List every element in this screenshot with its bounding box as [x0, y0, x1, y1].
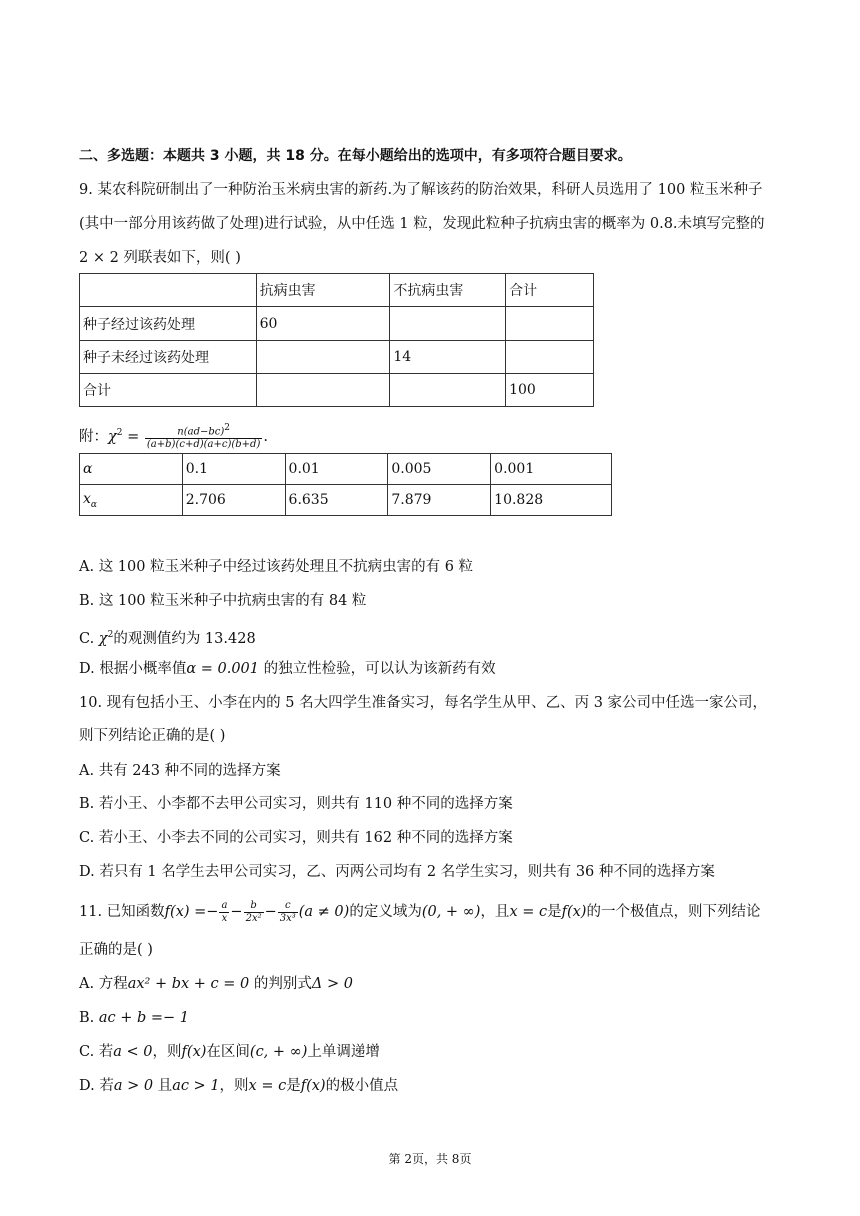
q9-line2: (其中一部分用该药做了处理)进行试验，从中任选 1 粒，发现此粒种子抗病虫害的概率为 0.8.未填写完整的 — [79, 216, 765, 232]
option-text: 是 — [286, 1078, 301, 1094]
q11-option-b — [79, 1008, 189, 1028]
option-prefix: B. — [79, 1010, 99, 1026]
option-prefix: D. 若 — [79, 1078, 114, 1094]
option-math: (c, + ∞) — [249, 1044, 308, 1060]
chi-square-formula: 附：$\chi^2$ = $\frac{n(ad-bc)^2}{(a+b)(c+d)(a+c)(b+d)}$ . — [79, 423, 268, 451]
table-header-row — [80, 274, 594, 307]
table-cell: 10.828 — [491, 485, 612, 516]
option-math: ax² + bx + c = 0 — [127, 976, 250, 992]
table-cell — [506, 307, 594, 341]
chi-symbol: χ — [98, 630, 108, 647]
table-cell — [80, 485, 183, 516]
table-cell — [390, 307, 506, 341]
table-cell: 0.001 — [491, 454, 612, 485]
q10-line2: 则下列结论正确的是( ) — [79, 728, 226, 744]
table-row — [80, 454, 612, 485]
option-math: a < 0 — [113, 1044, 153, 1060]
q11-text: 是 — [547, 904, 562, 920]
table-cell: 0.01 — [285, 454, 388, 485]
q9-option-b: B. 这 100 粒玉米种子中抗病虫害的有 84 粒 — [79, 593, 367, 609]
table-cell: 6.635 — [285, 485, 388, 516]
x-alpha-label: x — [83, 490, 91, 507]
option-math: ac + b =− 1 — [98, 1010, 190, 1026]
table-cell: 100 — [506, 374, 594, 407]
q9-option-d — [79, 659, 496, 679]
q11-line1: 11. 已知函数f(x) =− $\frac{a}{x}$ − $\frac{b}{\text{2x²}}$ − $\frac{c}{\text{3x³}}$ (a ≠ 0)的定义域为(0, + ∞)，且x = c是f(x)的一个极值点，则下列结论 — [79, 899, 761, 924]
q10-option-c: C. 若小王、小李去不同的公司实习，则共有 162 种不同的选择方案 — [79, 830, 513, 846]
q10-line1: 10. 现有包括小王、小李在内的 5 名大四学生准备实习，每名学生从甲、乙、丙 3 家公司中任选一家公司， — [79, 695, 768, 711]
option-prefix: C. 若 — [79, 1044, 114, 1060]
q11-fx: f(x) — [561, 904, 587, 920]
option-text: 的观测值约为 13.428 — [113, 630, 256, 647]
critical-value-table — [79, 453, 612, 516]
q11-text: 的一个极值点，则下列结论 — [586, 904, 761, 920]
table-cell: 2.706 — [182, 485, 285, 516]
x-alpha-sub: α — [90, 499, 97, 510]
q11-domain: (0, + ∞) — [421, 904, 481, 920]
table-cell — [390, 374, 506, 407]
frac-num: a — [221, 899, 228, 911]
option-prefix: A. 方程 — [79, 976, 128, 992]
option-math: f(x) — [300, 1078, 326, 1094]
table-row — [80, 374, 594, 407]
table-cell: 抗病虫害 — [256, 274, 390, 307]
option-text: ，则 — [152, 1044, 182, 1060]
q11-func: f(x) =− — [164, 904, 219, 920]
table-row — [80, 307, 594, 341]
option-math: x = c — [248, 1078, 287, 1094]
q11-prefix: 11. 已知函数 — [79, 904, 165, 920]
chi-symbol: χ — [108, 428, 117, 445]
q9-matrix-size: 2 × 2 — [79, 250, 119, 266]
table-cell — [506, 341, 594, 374]
option-math: f(x) — [181, 1044, 207, 1060]
table-cell: α — [80, 454, 183, 485]
table-cell: 种子未经过该药处理 — [80, 341, 257, 374]
frac-den: 3x³ — [279, 912, 296, 924]
table-cell — [256, 341, 390, 374]
frac-num: b — [244, 900, 264, 913]
fraction-b-2x2 — [244, 900, 264, 925]
q9-line3 — [79, 248, 241, 268]
section-title: 二、多选题：本题共 3 小题，共 18 分。在每小题给出的选项中，有多项符合题目要求。 — [79, 148, 632, 164]
option-math: Δ > 0 — [311, 976, 353, 992]
option-text: 在区间 — [206, 1044, 250, 1060]
option-text: ，则 — [219, 1078, 249, 1094]
option-prefix: C. — [79, 630, 99, 647]
table-cell: 种子经过该药处理 — [80, 307, 257, 341]
table-cell — [256, 374, 390, 407]
option-math: ac > 1 — [172, 1078, 220, 1094]
q9-line3-text: 列联表如下，则( ) — [118, 250, 241, 266]
q11-option-c — [79, 1042, 380, 1062]
option-text: 的判别式 — [249, 976, 312, 992]
q10-option-a: A. 共有 243 种不同的选择方案 — [79, 763, 281, 779]
option-prefix: D. 根据小概率值 — [79, 661, 187, 677]
q11-option-d — [79, 1076, 398, 1096]
q9-option-a: A. 这 100 粒玉米种子中经过该药处理且不抗病虫害的有 6 粒 — [79, 559, 474, 575]
alpha-value: α = 0.001 — [186, 661, 259, 677]
table-cell: 0.005 — [388, 454, 491, 485]
option-text: 的独立性检验，可以认为该新药有效 — [259, 661, 496, 677]
option-text: 且 — [153, 1078, 173, 1094]
table-cell: 不抗病虫害 — [390, 274, 506, 307]
q11-line2: 正确的是( ) — [79, 942, 153, 958]
chi-denominator: (a+b)(c+d)(a+c)(b+d) — [146, 439, 261, 451]
frac-den: x — [221, 912, 228, 924]
formula-prefix: 附： — [79, 428, 108, 445]
q11-text: 的定义域为 — [349, 904, 422, 920]
q9-line1: 9. 某农科院研制出了一种防治玉米病虫害的新药.为了解该药的防治效果，科研人员选用了 100 粒玉米种子 — [79, 182, 763, 198]
option-text: 的极小值点 — [325, 1078, 399, 1094]
q11-option-a — [79, 974, 353, 994]
q11-cond: (a ≠ 0) — [298, 904, 350, 920]
table-cell: 合计 — [506, 274, 594, 307]
table-cell: 14 — [390, 341, 506, 374]
page-footer: 第 2页，共 8页 — [388, 1152, 472, 1166]
option-text: 上单调递增 — [307, 1044, 380, 1060]
table-cell: 7.879 — [388, 485, 491, 516]
option-math: a > 0 — [113, 1078, 154, 1094]
q9-option-c: C. $\chi^2$的观测值约为 13.428 — [79, 630, 256, 647]
chi-numerator: n(ad−bc) — [177, 426, 225, 438]
table-cell: 0.1 — [182, 454, 285, 485]
frac-num: c — [278, 900, 298, 913]
q10-option-d: D. 若只有 1 名学生去甲公司实习，乙、丙两公司均有 2 名学生实习，则共有 36 种不同的选择方案 — [79, 864, 715, 880]
table-cell: 合计 — [80, 374, 257, 407]
fraction-a-x — [219, 900, 229, 925]
q10-option-b: B. 若小王、小李都不去甲公司实习，则共有 110 种不同的选择方案 — [79, 796, 513, 812]
contingency-table — [79, 273, 594, 407]
table-row — [80, 485, 612, 516]
chi-fraction: $\frac{n(ad-bc)^2}{(a+b)(c+d)(a+c)(b+d)}$ — [146, 423, 261, 451]
q11-xc: x = c — [509, 904, 548, 920]
table-cell: 60 — [256, 307, 390, 341]
fraction-c-3x3 — [278, 900, 298, 925]
frac-den: 2x² — [245, 912, 262, 924]
q11-text: ，且 — [480, 904, 510, 920]
table-cell — [80, 274, 257, 307]
table-row — [80, 341, 594, 374]
